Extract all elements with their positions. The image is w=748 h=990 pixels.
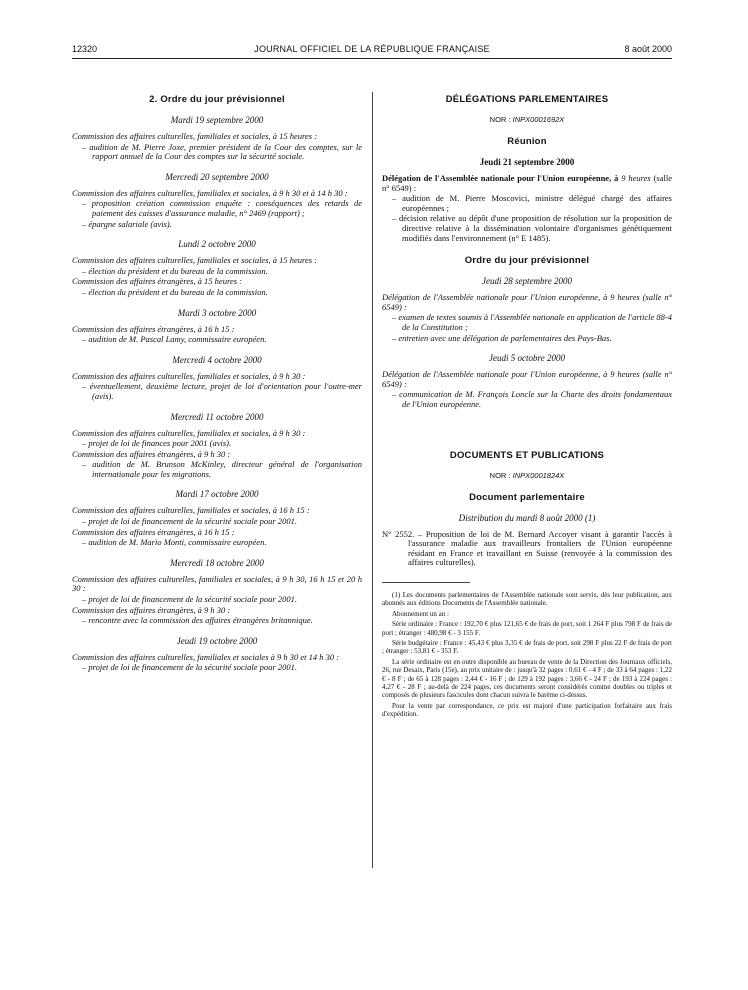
agenda-item: – rencontre avec la commission des affaires étrangères britannique.: [82, 615, 313, 626]
forecast-agenda-title: Ordre du jour prévisionnel: [464, 255, 590, 267]
agenda-item: – examen de textes soumis à l'Assemblée nationale en application de l'article 88-4 de la Constitution ;: [392, 312, 672, 332]
agenda-item: – élection du président et du bureau de la commission.: [82, 265, 268, 276]
agenda-title: 2. Ordre du jour prévisionnel: [149, 94, 285, 105]
agenda-item: – éventuellement, deuxième lecture, projet de loi d'orientation pour l'outre-mer (avis).: [82, 381, 362, 401]
committee-line: Commission des affaires culturelles, familiales et sociales, à 9 h 30, 16 h 15 et 20 h 30 :: [72, 573, 362, 594]
committee-line: Commission des affaires étrangères, à 16 h 15 :: [72, 526, 235, 537]
nor-label: NOR :: [489, 470, 511, 480]
delegation-line: Délégation de l'Assemblée nationale pour l'Union européenne, à 9 heures (salle n° 6549) :: [382, 369, 672, 389]
agenda-date: Jeudi 28 septembre 2000: [482, 276, 572, 287]
agenda-item: – épargne salariale (avis).: [82, 218, 172, 229]
footnote: Pour la vente par correspondance, ce prix est majoré d'une participation forfaitaire aux frais d'expédition.: [382, 701, 672, 719]
nor-code: INPX0001824X: [512, 470, 565, 480]
distribution-date: Distribution du mardi 8 août 2000 (1): [458, 512, 596, 523]
document-entry: N° 2552. – Proposition de loi de M. Bernard Accoyer visant à garantir l'accès à l'assurance maladie aux travailleurs frontaliers de l'Union européenne résidant en France et travaillant en Suisse (renvoyée à la commission des affaires culturelles).: [382, 528, 672, 568]
committee-line: Commission des affaires culturelles, familiales et sociales, à 9 h 30 :: [72, 370, 306, 381]
nor-code: INPX0001692X: [512, 115, 565, 124]
agenda-date: Mardi 19 septembre 2000: [170, 115, 264, 125]
agenda-item: – projet de loi de financement de la sécurité sociale pour 2001.: [82, 516, 297, 527]
parliamentary-document-title: Document parlementaire: [469, 491, 585, 503]
agenda-item: – élection du président et du bureau de la commission.: [82, 286, 268, 297]
delegation-line: [382, 174, 672, 193]
committee-line: Commission des affaires étrangères, à 9 h 30 :: [72, 448, 231, 459]
agenda-date: Mardi 17 octobre 2000: [175, 489, 259, 500]
reunion-title: Réunion: [507, 136, 547, 147]
delegation-room: (salle n° 6549) :: [382, 173, 672, 193]
footnote: Série ordinaire : France : 192,70 € plus 121,65 € de frais de port, soit 1 264 F plus 798 F de frais de port ; étranger : 480,98 € - 3 155 F.: [382, 620, 672, 637]
agenda-item: – entretien avec une délégation de parlementaires des Pays-Bas.: [392, 332, 612, 343]
agenda-date: Lundi 2 octobre 2000: [178, 239, 256, 250]
delegation-name: Délégation de l'Assemblée nationale pour l'Union européenne, à: [382, 173, 619, 183]
committee-line: Commission des affaires culturelles, familiales et sociales, à 9 h 30 :: [72, 427, 306, 438]
reunion-item: – décision relative au dépôt d'une proposition de résolution sur la proposition de directive relative à la dissémination volontaire d'organismes génétiquement modifiés dans l'environnement (n° E 1485).: [392, 213, 672, 243]
delegation-line: Délégation de l'Assemblée nationale pour l'Union européenne, à 9 heures (salle n° 6549) :: [382, 292, 672, 312]
committee-line: Commission des affaires culturelles, familiales et sociales à 9 h 30 et 14 h 30 :: [72, 651, 340, 662]
committee-line: Commission des affaires culturelles, familiales et sociales, à 16 h 15 :: [72, 505, 310, 516]
nor-label: NOR :: [489, 115, 511, 124]
footnote: (1) Les documents parlementaires de l'Assemblée nationale sont servis, dès leur publication, aux abonnés aux éditions Documents de l'Assemblée nationale.: [382, 590, 672, 608]
footnote: La série ordinaire est en outre disponible au bureau de vente de la Direction des Journaux officiels, 26, rue Desaix, Paris (15e), au prix unitaire de : jusqu'à 32 pages : 0,61 € - 4 F ; de 33 à 64 pages : 1,22 € - 8 F ; de 65 à 128 pages : 2,44 € - 16 F ; de 129 à 192 pages : 3,66 € - 24 F ; de 193 à 224 pages : 4,27 € - 28 F ; au-delà de 224 pages, ces documents seront considérés comme doubles ou triples et composés de plusieurs fascicules dont chacun suivra le barème ci-dessus.: [382, 657, 672, 700]
delegations-title: DÉLÉGATIONS PARLEMENTAIRES: [445, 94, 609, 105]
delegation-time: 9 heures: [621, 173, 651, 183]
committee-line: Commission des affaires étrangères, à 9 h 30 :: [72, 604, 231, 615]
committee-line: Commission des affaires étrangères, à 16 h 15 :: [72, 323, 235, 334]
committee-line: Commission des affaires culturelles, familiales et sociales, à 15 heures :: [72, 131, 318, 141]
footnote: Série budgétaire : France : 45,43 € plus 3,35 € de frais de port, soit 298 F plus 22 F de frais de port ; étranger : 53,81 € - 353 F.: [382, 638, 672, 656]
committee-line: Commission des affaires culturelles, familiales et sociales, à 15 heures :: [72, 255, 318, 266]
footnote-rule: [382, 582, 470, 583]
agenda-date: Mercredi 4 octobre 2000: [172, 354, 262, 365]
reunion-item: – audition de M. Pierre Moscovici, ministre délégué chargé des affaires européennes ;: [392, 193, 672, 213]
agenda-item: – audition de M. Pierre Joxe, premier président de la Cour des comptes, sur le rapport annuel de la Cour des comptes sur la sécurité sociale.: [82, 141, 362, 162]
agenda-item: – audition de M. Mario Monti, commissaire européen.: [82, 537, 267, 548]
agenda-date: Mardi 3 octobre 2000: [177, 307, 257, 318]
reunion-date: Jeudi 21 septembre 2000: [479, 157, 575, 167]
journal-title: JOURNAL OFFICIEL DE LA RÉPUBLIQUE FRANÇAISE: [254, 44, 490, 54]
committee-line: Commission des affaires culturelles, familiales et sociales, à 9 h 30 et à 14 h 30 :: [72, 187, 348, 198]
nor-reference: [382, 471, 672, 480]
left-column: [72, 86, 362, 674]
page-header: [72, 42, 672, 58]
agenda-item: – proposition création commission enquête : conséquences des retards de paiement des caisses d'assurance maladie, n° 2469 (rapport) ;: [82, 198, 362, 218]
documents-title: DOCUMENTS ET PUBLICATIONS: [449, 449, 605, 461]
agenda-item: – communication de M. François Loncle sur la Charte des droits fondamentaux de l'Union européenne.: [392, 389, 672, 409]
right-column: [382, 86, 672, 721]
issue-date: 8 août 2000: [624, 44, 672, 54]
agenda-date: Mercredi 20 septembre 2000: [165, 171, 269, 182]
agenda-item: – audition de M. Pascal Lamy, commissaire européen.: [82, 334, 267, 345]
header-rule: [72, 58, 672, 59]
column-divider: [372, 92, 373, 868]
agenda-item: – projet de loi de finances pour 2001 (avis).: [82, 438, 232, 449]
committee-line: Commission des affaires étrangères, à 15 heures :: [72, 276, 242, 287]
footnote: Abonnement un an :: [392, 609, 449, 618]
agenda-date: Mercredi 18 octobre 2000: [170, 557, 264, 568]
page-number: 12320: [72, 44, 98, 54]
agenda-item: – projet de loi de financement de la sécurité sociale pour 2001.: [82, 662, 297, 673]
agenda-date: Jeudi 19 octobre 2000: [176, 635, 258, 646]
agenda-date: Jeudi 5 octobre 2000: [489, 353, 565, 364]
agenda-item: – projet de loi de financement de la sécurité sociale pour 2001.: [82, 594, 297, 605]
agenda-item: – audition de M. Brunson McKinley, directeur général de l'organisation internationale pour les migrations.: [82, 459, 362, 479]
nor-reference: [382, 115, 672, 124]
agenda-date: Mercredi 11 octobre 2000: [170, 411, 264, 422]
